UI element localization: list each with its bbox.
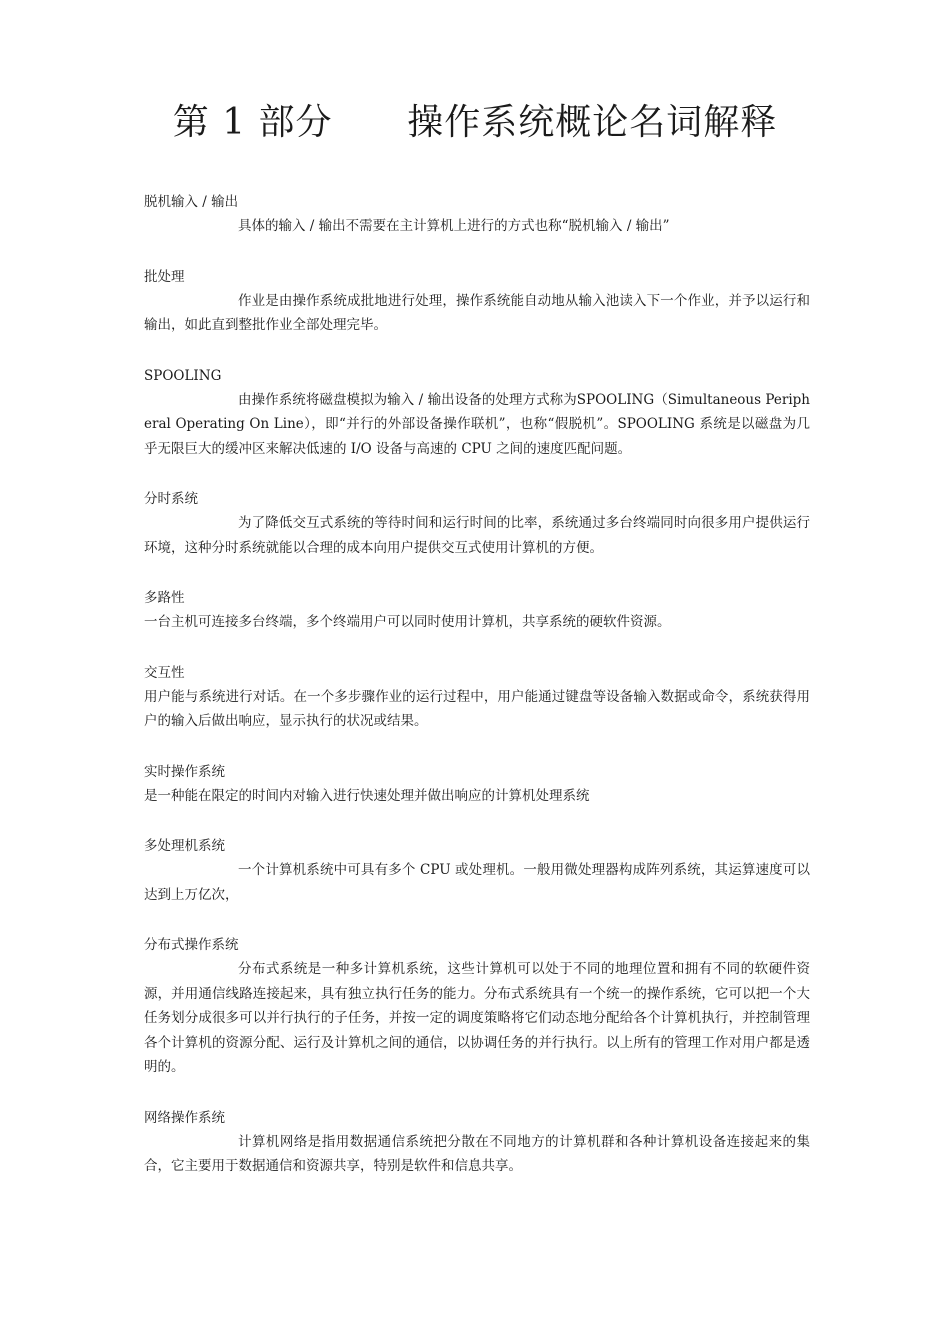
glossary-definition: 用户能与系统进行对话。在一个多步骤作业的运行过程中，用户能通过键盘等设备输入数据或命令，系统获得用户的输入后做出响应，显示执行的状况或结果。 [144, 688, 810, 729]
glossary-term: 多路性 [144, 590, 185, 606]
glossary-entry-distributed-os [144, 933, 810, 1080]
glossary-term: 网络操作系统 [144, 1109, 225, 1126]
glossary-definition: 具体的输入 / 输出不需要在主计算机上进行的方式也称“脱机输入 / 输出” [238, 218, 670, 234]
glossary-list [144, 190, 810, 1205]
glossary-entry-multiplexity [144, 586, 810, 635]
glossary-term: 交互性 [144, 664, 185, 681]
glossary-entry-interactivity [144, 661, 810, 734]
glossary-definition: 分布式系统是一种多计算机系统，这些计算机可以处于不同的地理位置和拥有不同的软硬件资源，并用通信线路连接起来，具有独立执行任务的能力。分布式系统具有一个统一的操作系统，它可以把一个大任务划分成很多可以并行执行的子任务，并按一定的调度策略将它们动态地分配给各个计算机执行，并控制管理各个计算机的资源分配、运行及计算机之间的通信，以协调任务的并行执行。以上所有的管理工作对用户都是透明的。 [144, 961, 810, 1075]
glossary-entry-offline-io [144, 190, 810, 239]
glossary-term: SPOOLING [144, 367, 222, 384]
glossary-definition: 为了降低交互式系统的等待时间和运行时间的比率，系统通过多台终端同时向很多用户提供运行环境，这种分时系统就能以合理的成本向用户提供交互式使用计算机的方便。 [144, 515, 810, 556]
glossary-term: 分时系统 [144, 491, 198, 507]
glossary-term: 分布式操作系统 [144, 937, 239, 953]
glossary-term: 脱机输入 / 输出 [144, 194, 239, 210]
glossary-term: 批处理 [144, 268, 185, 285]
glossary-term: 实时操作系统 [144, 763, 225, 780]
glossary-entry-time-sharing [144, 487, 810, 560]
glossary-definition: 计算机网络是指用数据通信系统把分散在不同地方的计算机群和各种计算机设备连接起来的集合，它主要用于数据通信和资源共享，特别是软件和信息共享。 [144, 1133, 810, 1174]
glossary-entry-multiprocessor [144, 834, 810, 907]
glossary-definition: 作业是由操作系统成批地进行处理，操作系统能自动地从输入池读入下一个作业，并予以运行和输出，如此直到整批作业全部处理完毕。 [144, 292, 810, 333]
glossary-definition: 一台主机可连接多台终端，多个终端用户可以同时使用计算机，共享系统的硬软件资源。 [144, 614, 671, 630]
glossary-definition: 是一种能在限定的时间内对输入进行快速处理并做出响应的计算机处理系统 [144, 787, 590, 804]
glossary-entry-batch-processing [144, 265, 810, 338]
glossary-entry-spooling [144, 364, 810, 462]
glossary-entry-network-os [144, 1106, 810, 1179]
page-title: 第 1 部分 操作系统概论名词解释 [172, 102, 778, 143]
glossary-definition: 一个计算机系统中可具有多个 CPU 或处理机。一般用微处理器构成阵列系统，其运算速度可以达到上万亿次， [144, 862, 810, 903]
glossary-term: 多处理机系统 [144, 838, 225, 854]
glossary-definition: 由操作系统将磁盘模拟为输入 / 输出设备的处理方式称为SPOOLING（Simultaneous Peripheral Operating On Line），即“并行的外部设备操作联机”，也称“假脱机”。SPOOLING 系统是以磁盘为几乎无限巨大的缓冲区来解决低速的 I/O 设备与高速的 CPU 之间的速度匹配问题。 [144, 391, 810, 457]
glossary-entry-realtime-os [144, 760, 810, 809]
